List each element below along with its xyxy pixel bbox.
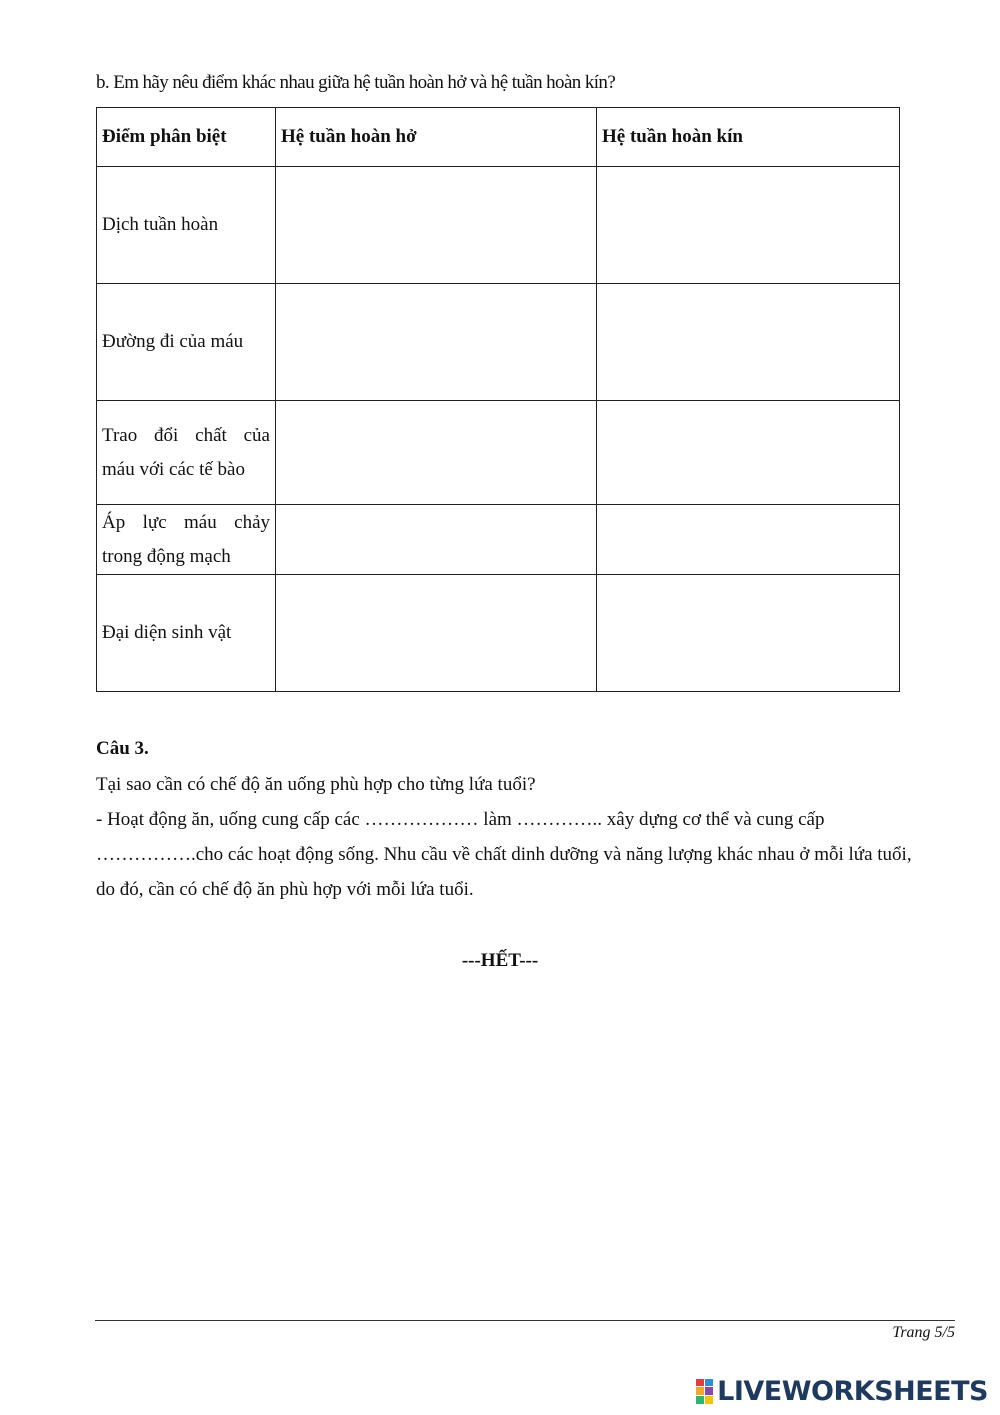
brand-wordmark: LIVEWORKSHEETS xyxy=(717,1375,988,1407)
table-row xyxy=(97,284,900,401)
footer-divider xyxy=(95,1320,955,1321)
liveworksheets-brand[interactable] xyxy=(696,1372,988,1410)
table-row xyxy=(97,401,900,505)
row-label: Đại diện sinh vật xyxy=(97,575,276,692)
comparison-table xyxy=(96,107,900,692)
table-row xyxy=(97,505,900,575)
header-closed-circulatory: Hệ tuần hoàn kín xyxy=(597,108,900,167)
page-number: Trang 5/5 xyxy=(892,1324,955,1341)
answer-cell-open[interactable] xyxy=(276,505,597,575)
end-marker: ---HẾT--- xyxy=(461,950,539,971)
answer-cell-open[interactable] xyxy=(276,575,597,692)
cau3-section xyxy=(96,734,926,907)
header-open-circulatory: Hệ tuần hoàn hở xyxy=(276,108,597,167)
answer-cell-open[interactable] xyxy=(276,284,597,401)
question-b: b. Em hãy nêu điểm khác nhau giữa hệ tuần hoàn hở và hệ tuần hoàn kín? xyxy=(96,72,616,93)
answer-cell-closed[interactable] xyxy=(597,505,900,575)
row-label: Dịch tuần hoàn xyxy=(97,167,276,284)
table-row xyxy=(97,167,900,284)
cau3-answer: - Hoạt động ăn, uống cung cấp các ……………… làm ………….. xây dựng cơ thể và cung cấp …………….cho các hoạt động sống. Nhu cầu về chất dinh dưỡng và năng lượng khác nhau ở mỗi lứa tuổi, do đó, cần có chế độ ăn phù hợp với mỗi lứa tuổi. xyxy=(96,809,912,900)
row-label: Trao đổi chất của máu với các tế bào xyxy=(97,401,276,505)
answer-cell-open[interactable] xyxy=(276,167,597,284)
answer-cell-closed[interactable] xyxy=(597,284,900,401)
liveworksheets-logo-icon xyxy=(696,1379,713,1404)
row-label: Áp lực máu chảy trong động mạch xyxy=(97,505,276,575)
answer-cell-closed[interactable] xyxy=(597,575,900,692)
table-header-row xyxy=(97,108,900,167)
answer-cell-closed[interactable] xyxy=(597,167,900,284)
answer-cell-open[interactable] xyxy=(276,401,597,505)
header-criteria: Điểm phân biệt xyxy=(97,108,276,167)
row-label: Đường đi của máu xyxy=(97,284,276,401)
cau3-heading: Câu 3. xyxy=(96,738,149,759)
cau3-question: Tại sao cần có chế độ ăn uống phù hợp cho từng lứa tuổi? xyxy=(96,774,536,795)
table-row xyxy=(97,575,900,692)
answer-cell-closed[interactable] xyxy=(597,401,900,505)
